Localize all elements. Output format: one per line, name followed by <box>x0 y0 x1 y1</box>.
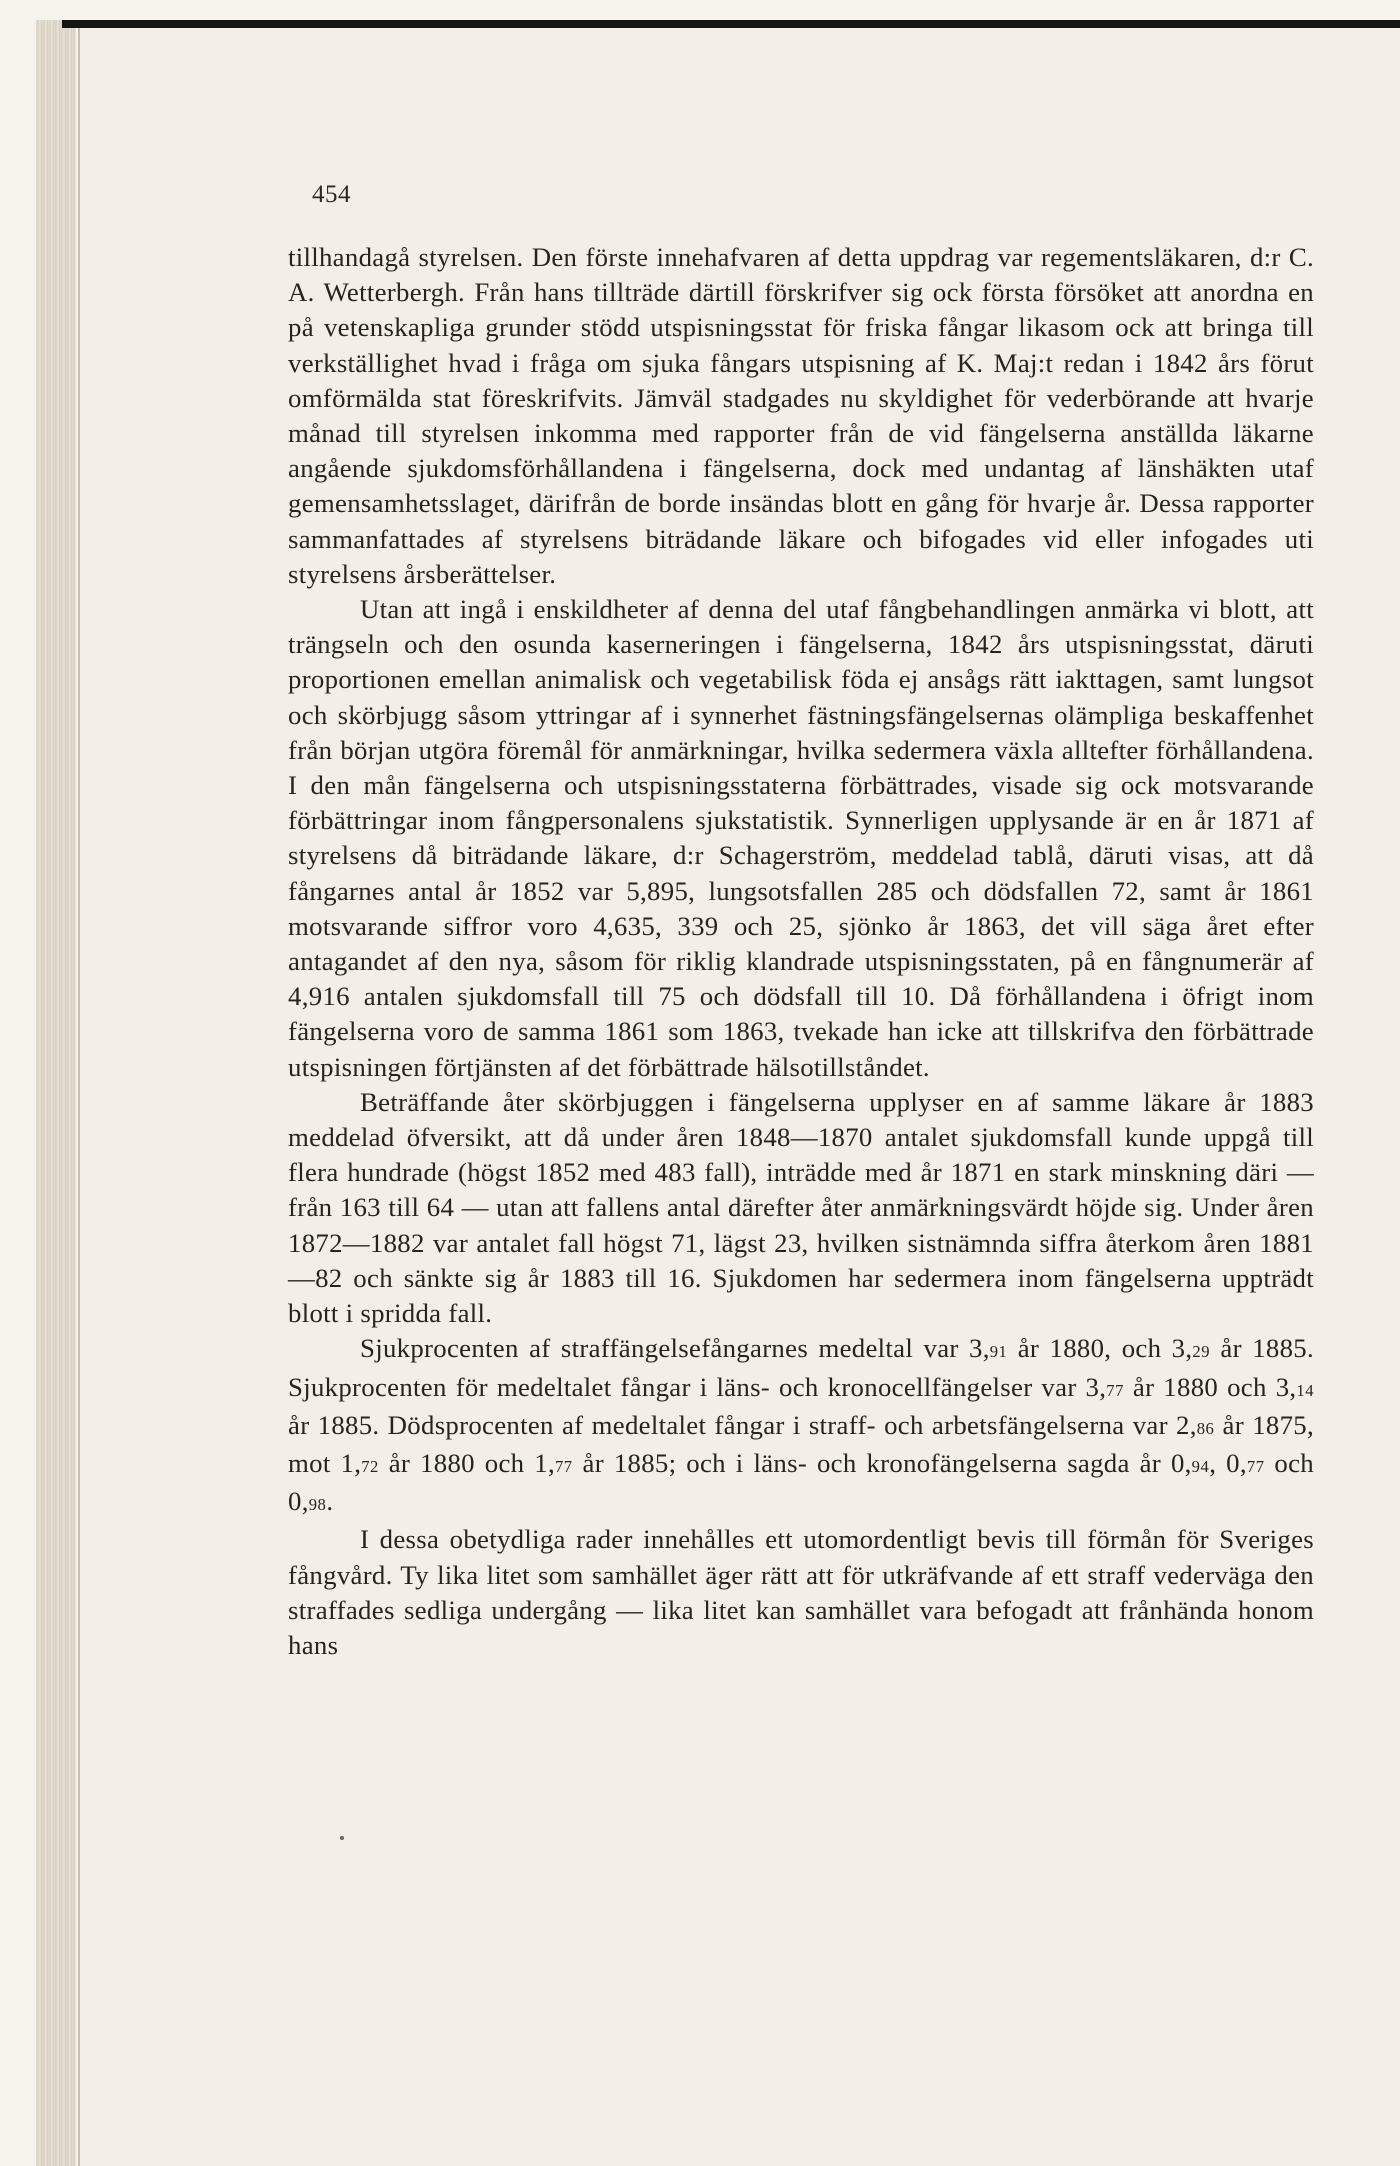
p4-text: Sjukprocenten af straffängelsefångarnes medeltal var 3, <box>360 1333 990 1364</box>
p4-decimal: 86 <box>1196 1418 1215 1438</box>
p4-decimal: 77 <box>554 1456 573 1476</box>
p4-decimal: 77 <box>1106 1380 1124 1400</box>
book-page-edges <box>36 20 76 2166</box>
page-number: 454 <box>312 181 351 208</box>
p4-text: och 0, <box>288 1447 1315 1517</box>
p4-decimal: 98 <box>308 1495 327 1515</box>
p4-text: år 1875, mot 1, <box>288 1409 1314 1478</box>
p4-decimal: 77 <box>1246 1456 1265 1476</box>
paragraph-2: Utan att ingå i enskildheter af denna del utaf fångbehandlingen anmärka vi blott, att trängseln och den osunda kaserneringen i fängelserna, 1842 års utspisningsstat, däruti proportionen emellan animalisk och vegetabilisk föda ej ansågs rätt iakttagen, samt lungsot och skörbjugg såsom yttringar af i synnerhet fästningsfängelsernas olämpliga beskaffenhet från början utgöra föremål för anmärkningar, hvilka sedermera växla alltefter förhållandena. I den mån fängelserna och utspisningsstaterna förbättrades, visade sig ock motsvarande förbättringar inom fångpersonalens sjukstatistik. Synnerligen upplysande är en år 1871 af styrelsens då biträdande läkare, d:r Schagerström, meddelad tablå, däruti visas, att då fångarnes antal år 1852 var 5,895, lungsotsfallen 285 och dödsfallen 72, samt år 1861 motsvarande siffror voro 4,635, 339 och 25, sjönko år 1863, det vill säga året efter antagandet af den nya, såsom för riklig klandrade utspisningsstaten, på en fångnumerär af 4,916 antalen sjukdomsfall till 75 och dödsfall till 10. Då förhållandena i öfrigt inom fängelserna voro de samma 1861 som 1863, tvekade han icke att tillskrifva den förbättrade utspisningen förtjänsten af det förbättrade hälsotillståndet. <box>288 594 1314 1082</box>
p4-decimal: 72 <box>361 1456 379 1476</box>
paragraph-1: tillhandagå styrelsen. Den förste innehafvaren af detta uppdrag var regementsläkaren, d:r C. A. Wetterbergh. Från hans tillträde därtill förskrifver sig ock första försöket att anordna en på vetenskapliga grunder stödd utspisningsstat för friska fångar likasom ock att bringa till verkställighet hvad i fråga om sjuka fångars utspisning af K. Maj:t redan i 1842 års förut omförmälda stat föreskrifvits. Jämväl stadgades nu skyldighet för vederbörande att hvarje månad till styrelsen inkomma med rapporter från de vid fängelserna anställda läkarne angående sjukdomsförhållandena i fängelserna, dock med undantag af länshäkten utaf gemensamhetsslaget, därifrån de borde insändas blott en gång för hvarje år. Dessa rapporter sammanfattades af styrelsens biträdande läkare och bifogades vid eller infogades uti styrelsens årsberättelser. <box>288 242 1314 589</box>
p4-decimal: 91 <box>989 1342 1008 1362</box>
p4-text: år 1880 och 1, <box>378 1447 555 1478</box>
paragraph-5: I dessa obetydliga rader innehålles ett utomordentligt bevis till förmån för Sveriges fångvård. Ty lika litet som samhället äger rätt att för utkräfvande af ett straff vederväga den straffades sedliga undergång — lika litet kan samhället vara befogadt att frånhända honom hans <box>288 1524 1314 1660</box>
p4-decimal: 94 <box>1191 1456 1210 1476</box>
stray-mark <box>340 1836 344 1840</box>
p4-decimal: 29 <box>1192 1342 1210 1362</box>
p4-decimal: 14 <box>1296 1380 1315 1400</box>
paragraph-3: Beträffande åter skörbjuggen i fängelserna upplyser en af samme läkare år 1883 meddelad öfversikt, att då under åren 1848—1870 antalet sjukdomsfall kunde uppgå till flera hundrade (högst 1852 med 483 fall), inträdde med år 1871 en stark minskning däri — från 163 till 64 — utan att fallens antal därefter åter anmärkningsvärdt höjde sig. Under åren 1872—1882 var antalet fall högst 71, lägst 23, hvilken sistnämnda siffra återkom åren 1881—82 och sänkte sig år 1883 till 16. Sjukdomen har sedermera inom fängelserna uppträdt blott i spridda fall. <box>288 1086 1314 1329</box>
paragraph-4 <box>288 1331 1314 1522</box>
p4-text: år 1885; och i läns- och kronofängelserna sagda år 0, <box>572 1447 1192 1478</box>
p4-text: år 1885. Dödsprocenten af medeltalet fångar i straff- och arbetsfängelserna var 2, <box>288 1409 1197 1440</box>
p4-text: , 0, <box>1209 1447 1247 1478</box>
p4-text: år 1880, och 3, <box>1007 1333 1193 1364</box>
body-text <box>288 240 1314 1663</box>
p4-text: . <box>326 1486 334 1517</box>
p4-text: år 1880 och 3, <box>1123 1371 1297 1402</box>
p4-text: år 1885. Sjukprocenten för medeltalet fångar i läns- och kronocellfängelser var 3, <box>288 1333 1314 1402</box>
top-border-rule <box>62 20 1400 28</box>
